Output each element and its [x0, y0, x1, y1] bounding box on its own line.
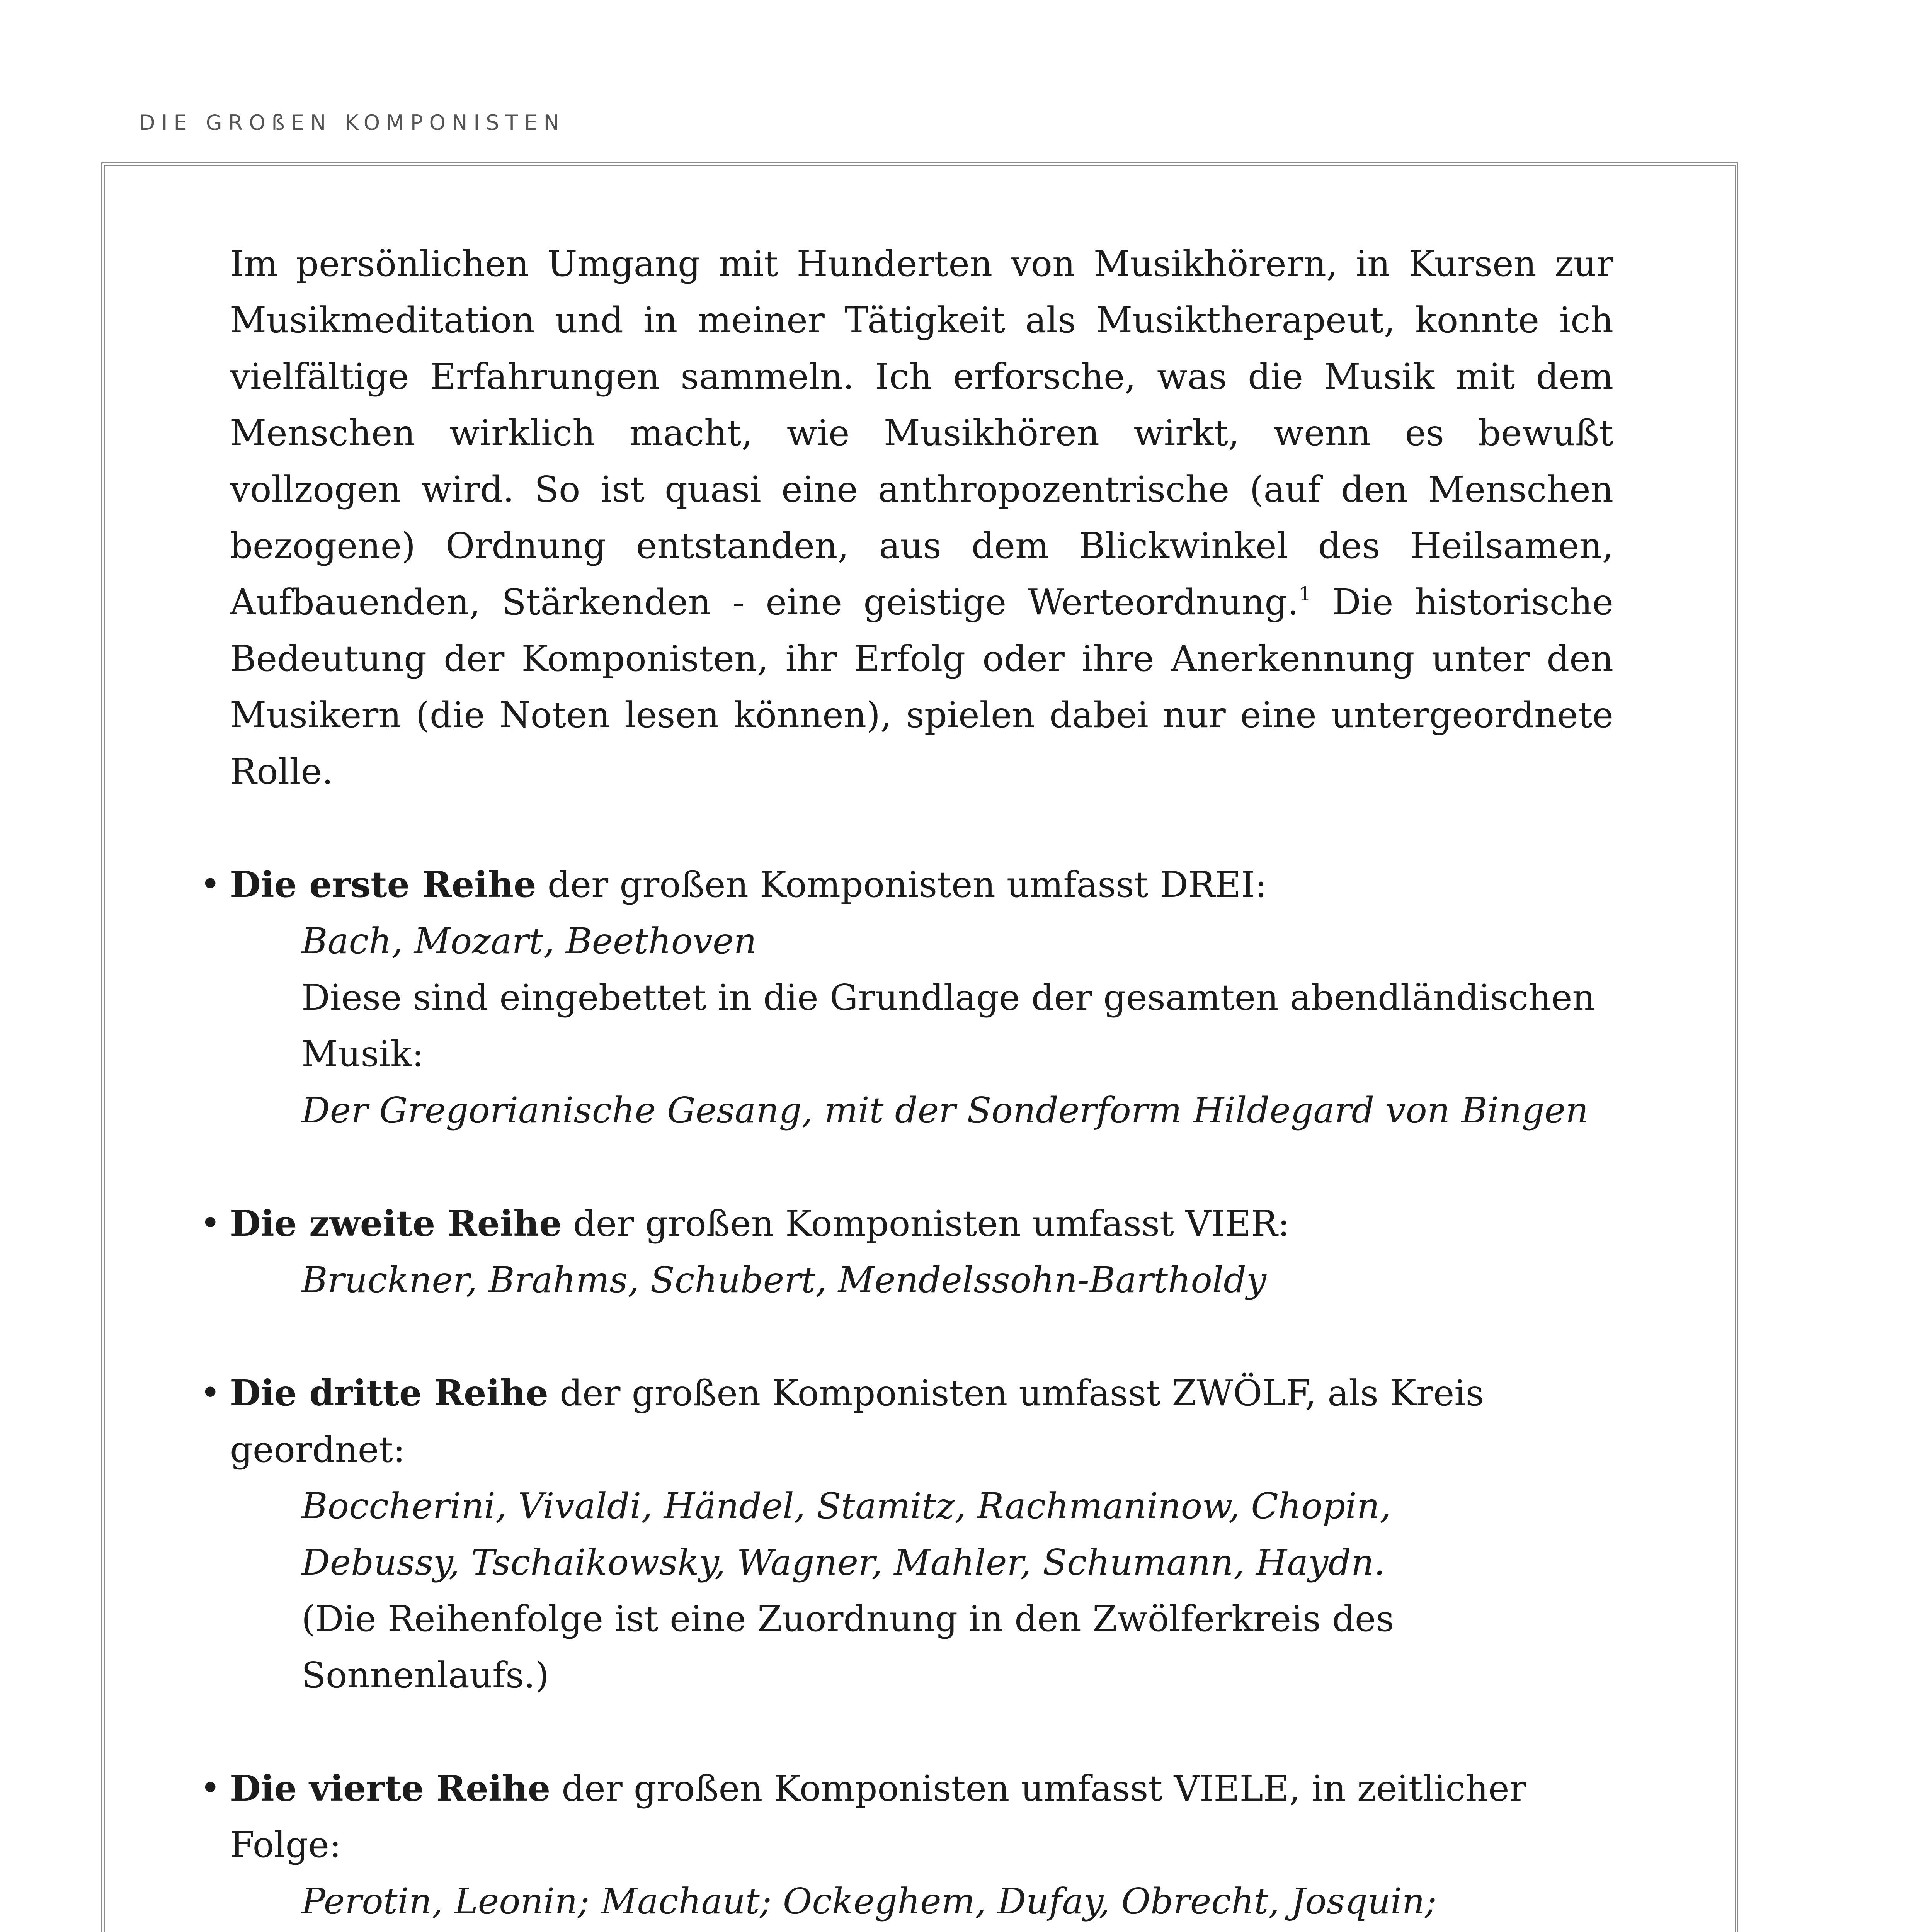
- series-description: der großen Komponisten umfasst VIER:: [562, 1203, 1290, 1244]
- series-description: der großen Komponisten umfasst VIELE, in zeitlicher Folge:: [230, 1768, 1526, 1866]
- series-content: [230, 1478, 1613, 1704]
- intro-text-continued: Die historische Bedeutung der Komponisten, ihr Erfolg oder ihre Anerkennung unter den Musikern (die Noten lesen können), spielen dabei nur eine untergeordnete Rolle.: [230, 582, 1613, 792]
- composer-names: Perotin, Leonin; Machaut; Ockeghem, Dufay, Obrecht, Josquin;: [301, 1881, 1437, 1922]
- series-heading: [200, 1195, 1613, 1252]
- series-content: [230, 1873, 1613, 1932]
- series-note: (Die Reihenfolge ist eine Zuordnung in den Zwölferkreis des Sonnenlaufs.): [301, 1598, 1394, 1696]
- composer-names: Debussy, Tschaikowsky, Wagner, Mahler, Schumann, Haydn.: [301, 1542, 1385, 1583]
- series-fourth: [200, 1760, 1613, 1932]
- series-content: [230, 913, 1613, 1139]
- bullet-icon: •: [200, 1767, 221, 1809]
- series-content: [230, 1252, 1613, 1308]
- footnote-reference[interactable]: 1: [1298, 583, 1311, 605]
- series-description: der großen Komponisten umfasst ZWÖLF, als Kreis geordnet:: [230, 1372, 1484, 1470]
- series-label: Die erste Reihe: [230, 864, 536, 905]
- series-heading: [200, 1365, 1613, 1478]
- series-heading: [200, 856, 1613, 913]
- bullet-icon: •: [200, 1372, 221, 1413]
- series-heading: [200, 1760, 1613, 1873]
- series-note: Diese sind eingebettet in die Grundlage der gesamten abendländischen Musik:: [301, 977, 1595, 1075]
- bullet-icon: •: [200, 1202, 221, 1244]
- composer-names: Bach, Mozart, Beethoven: [301, 920, 757, 962]
- running-head: DIE GROßEN KOMPONISTEN: [139, 111, 566, 135]
- series-description: der großen Komponisten umfasst DREI:: [536, 864, 1267, 905]
- composer-names: Der Gregorianische Gesang, mit der Sonderform Hildegard von Bingen: [301, 1090, 1589, 1131]
- composer-names: [301, 1930, 1613, 1932]
- composer-names: Bruckner, Brahms, Schubert, Mendelssohn-Bartholdy: [301, 1259, 1267, 1301]
- intro-text: Im persönlichen Umgang mit Hunderten von Musikhörern, in Kursen zur Musikmeditation und in meiner Tätigkeit als Musiktherapeut, konnte ich vielfältige Erfahrungen sammeln. Ich erforsche, was die Musik mit dem Menschen wirklich macht, wie Musikhören wirkt, wenn es bewußt vollzogen wird. So ist quasi eine anthropozentrische (auf den Menschen bezogene) Ordnung entstanden, aus dem Blickwinkel des Heilsamen, Aufbauenden, Stärkenden - eine geistige Werteordnung.: [230, 243, 1613, 623]
- bullet-icon: •: [200, 864, 221, 905]
- series-label: Die dritte Reihe: [230, 1372, 548, 1414]
- series-label: Die vierte Reihe: [230, 1767, 551, 1809]
- main-text: [200, 236, 1613, 1932]
- series-third: [200, 1365, 1613, 1704]
- series-label: Die zweite Reihe: [230, 1202, 562, 1244]
- intro-paragraph: [230, 236, 1613, 800]
- series-first: [200, 856, 1613, 1139]
- composer-names: Boccherini, Vivaldi, Händel, Stamitz, Rachmaninow, Chopin,: [301, 1485, 1391, 1527]
- series-second: [200, 1195, 1613, 1308]
